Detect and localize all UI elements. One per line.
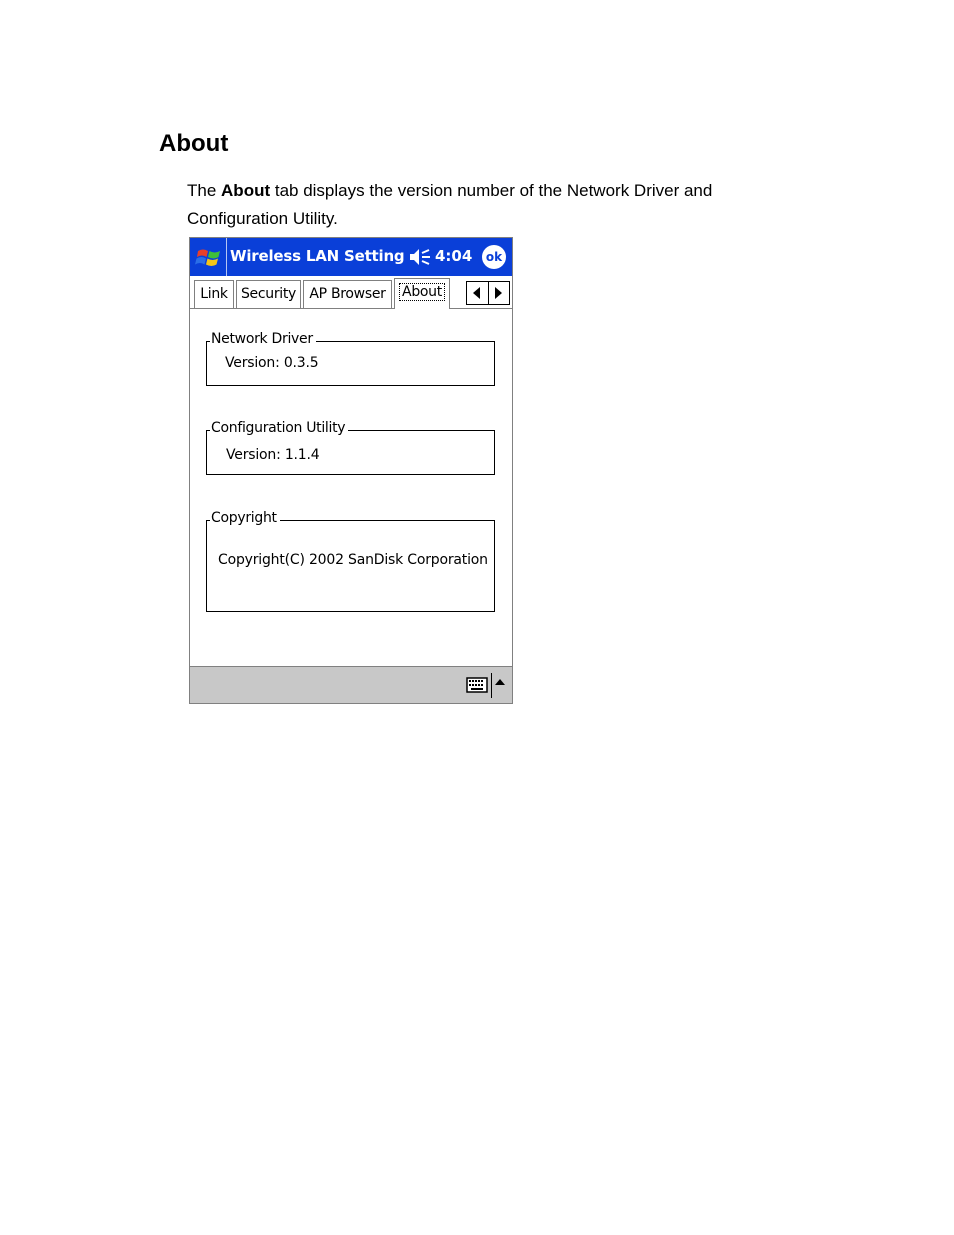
section-heading: About (159, 130, 229, 157)
tab-baseline (190, 308, 512, 309)
tab-bar (190, 276, 512, 310)
tab-link-label: Link (200, 286, 228, 302)
title-separator (226, 238, 227, 276)
tab-about-label: About (402, 284, 442, 300)
sip-separator (491, 673, 492, 698)
network-driver-version: Version: 0.3.5 (225, 355, 319, 371)
section-description (187, 177, 807, 233)
app-title: Wireless LAN Setting (230, 247, 405, 265)
title-bar (190, 238, 512, 276)
speaker-icon[interactable] (408, 247, 432, 267)
config-utility-label: Configuration Utility (210, 420, 348, 436)
tab-scroll-buttons (466, 281, 510, 305)
menu-bar (190, 666, 512, 703)
tab-security-label: Security (240, 286, 297, 302)
description-bold: About (221, 181, 271, 200)
description-suffix: tab displays the version number of the Network Driver and Configuration Utility. (187, 181, 713, 228)
config-utility-version: Version: 1.1.4 (226, 447, 320, 463)
tab-about[interactable] (394, 278, 450, 309)
scroll-left-icon[interactable] (473, 287, 480, 299)
copyright-label: Copyright (210, 510, 280, 526)
clock[interactable]: 4:04 (435, 247, 473, 265)
tab-ap-browser-label: AP Browser (309, 286, 386, 302)
scroll-divider (488, 282, 489, 304)
pocketpc-screenshot (189, 237, 513, 704)
copyright-text: Copyright(C) 2002 SanDisk Corporation (218, 552, 488, 568)
network-driver-label: Network Driver (210, 331, 316, 347)
keyboard-icon[interactable] (466, 677, 488, 693)
ok-button[interactable]: ok (482, 245, 506, 269)
windows-start-icon[interactable] (194, 243, 224, 273)
tab-security[interactable] (236, 280, 301, 308)
copyright-group (206, 510, 495, 612)
tab-ap-browser[interactable] (303, 280, 392, 308)
scroll-right-icon[interactable] (495, 287, 502, 299)
about-panel (190, 310, 512, 666)
description-prefix: The (187, 181, 222, 200)
sip-up-arrow-icon[interactable] (495, 679, 505, 685)
network-driver-group (206, 331, 495, 386)
tab-link[interactable] (194, 280, 234, 308)
config-utility-group (206, 420, 495, 475)
